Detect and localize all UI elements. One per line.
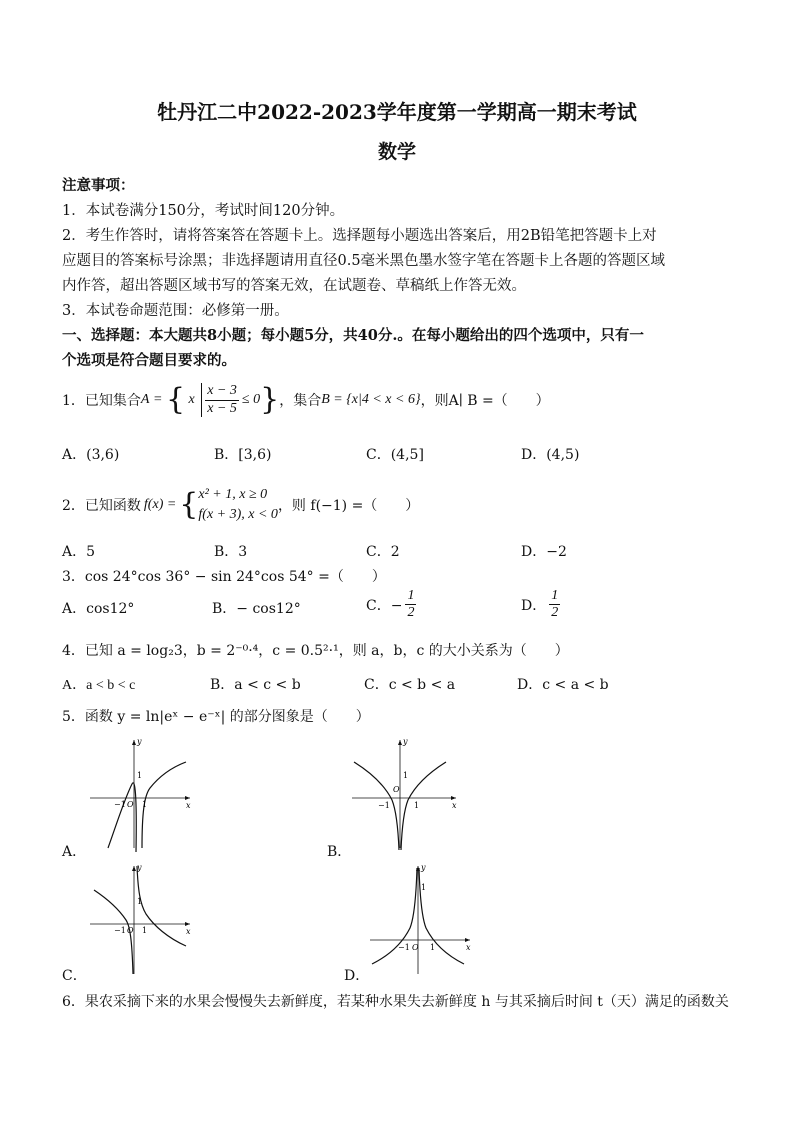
q5-option-a[interactable]: A． (62, 844, 87, 860)
svg-text:O: O (412, 943, 419, 952)
question-4-stem: 4．已知 a = log₂3，b = 2⁻⁰·⁴，c = 0.5²·¹，则 a，b，c 的大小关系为（ ） (62, 643, 569, 659)
q1-suffix: ，则A∣ B =（ ） (420, 393, 550, 409)
q1-set-a-var: A (140, 392, 150, 407)
svg-text:1: 1 (414, 801, 420, 810)
q3-option-d[interactable]: D． $\frac{1}{2}$ (521, 588, 559, 621)
q1-mid: ，集合 (279, 393, 322, 409)
q5-option-d[interactable]: D． (344, 968, 370, 984)
svg-text:x: x (466, 943, 471, 952)
section-heading-line-1: 一、选择题：本大题共8小题；每小题5分，共40分.。在每小题给出的四个选项中，只有一 (62, 327, 644, 344)
q3-option-b[interactable]: B．− cos12° (212, 601, 301, 617)
q4-option-d[interactable]: D．c < a < b (517, 677, 609, 693)
q1-fraction: $\frac{x - 3}{x - 5}$ (207, 383, 237, 416)
q1-prefix: 1．已知集合 (62, 393, 141, 409)
svg-text:−1: −1 (378, 801, 390, 810)
question-2-stem: 2．已知函数 f(x) = { x² + 1, x ≥ 0 f(x + 3), x < 0 ，则 f(−1) =（ ） (62, 482, 419, 528)
svg-text:x: x (452, 801, 457, 810)
note-line-4: 内作答，超出答题区域书写的答案无效，在试题卷、草稿纸上作答无效。 (62, 278, 526, 294)
q2-option-c[interactable]: C．2 (366, 544, 400, 560)
svg-text:x: x (186, 927, 191, 936)
q2-suffix: ，则 f(−1) =（ ） (277, 498, 420, 514)
q2-option-b[interactable]: B．3 (214, 544, 248, 560)
q3-option-c[interactable]: C．− $\frac{1}{2}$ (366, 588, 415, 621)
svg-text:−1: −1 (398, 943, 410, 952)
question-3-stem: 3．cos 24°cos 36° − sin 24°cos 54° =（ ） (62, 569, 386, 585)
q2-option-d[interactable]: D．−2 (521, 544, 567, 560)
q1-set-a-tail: ≤ 0 (241, 392, 261, 407)
q4-option-c[interactable]: C．c < b < a (364, 677, 456, 693)
svg-text:y: y (403, 737, 408, 746)
svg-text:O: O (127, 800, 134, 809)
svg-text:1: 1 (137, 771, 143, 780)
q2-func: f(x) = (143, 497, 177, 512)
svg-text:y: y (137, 863, 142, 872)
svg-text:O: O (393, 785, 400, 794)
note-line-2: 2．考生作答时，请将答案答在答题卡上。选择题每小题选出答案后，用2B铅笔把答题卡上对 (62, 228, 657, 244)
section-heading-line-2: 个选项是符合题目要求的。 (62, 352, 236, 369)
note-line-3: 应题目的答案标号涂黑；非选择题请用直径0.5毫米黑色墨水签字笔在答题卡上各题的答题区域 (62, 253, 666, 269)
svg-text:1: 1 (137, 897, 143, 906)
question-1-stem: 1．已知集合 A = { x $\frac{x - 3}{x - 5}$ ≤ 0 } ，集合 B = {x|4 < x < 6} ，则A∣ B =（ ） (62, 382, 550, 417)
notes-heading: 注意事项： (62, 177, 135, 194)
q1-option-b[interactable]: B．[3,6) (214, 447, 272, 463)
q2-case-2: f(x + 3), x < 0 (198, 507, 278, 522)
q4-option-b[interactable]: B．a < c < b (210, 677, 301, 693)
q3-option-a[interactable]: A．cos12° (62, 601, 135, 617)
svg-text:−1: −1 (114, 800, 126, 809)
q2-case-1: x² + 1, x ≥ 0 (198, 486, 268, 502)
axis-x-label: x (186, 801, 191, 810)
axis-y-label: y (137, 737, 142, 746)
q1-option-a[interactable]: A．(3,6) (62, 447, 120, 463)
svg-text:1: 1 (430, 943, 436, 952)
svg-text:O: O (127, 926, 134, 935)
q2-prefix: 2．已知函数 (62, 498, 141, 514)
q5-option-c[interactable]: C． (62, 968, 87, 984)
q2-option-a[interactable]: A．5 (62, 544, 96, 560)
svg-text:y: y (421, 863, 426, 872)
svg-text:1: 1 (403, 771, 409, 780)
q1-option-c[interactable]: C．(4,5] (366, 447, 424, 463)
q5-option-b[interactable]: B． (327, 844, 352, 860)
svg-text:−1: −1 (114, 926, 126, 935)
exam-title: 牡丹江二中2022-2023学年度第一学期高一期末考试 (157, 100, 637, 124)
q5-graph-c (86, 860, 196, 978)
q5-graph-a (86, 734, 196, 852)
svg-text:1: 1 (142, 800, 148, 809)
question-5-stem: 5．函数 y = ln|eˣ − e⁻ˣ| 的部分图象是（ ） (62, 709, 370, 725)
question-6-stem: 6．果农采摘下来的水果会慢慢失去新鲜度，若某种水果失去新鲜度 h 与其采摘后时间 t（天）满足的函数关 (62, 994, 729, 1010)
subject-title: 数学 (377, 141, 416, 163)
note-line-5: 3．本试卷命题范围：必修第一册。 (62, 303, 289, 319)
q1-set-b: B = {x|4 < x < 6} (321, 392, 421, 407)
note-line-1: 1．本试卷满分150分，考试时间120分钟。 (62, 203, 345, 219)
q5-graph-b (348, 734, 460, 852)
svg-text:1: 1 (142, 926, 148, 935)
q4-option-a[interactable]: A．a < b < c (62, 678, 136, 693)
q1-option-d[interactable]: D．(4,5) (521, 447, 580, 463)
q5-graph-d (366, 860, 476, 978)
svg-text:1: 1 (421, 883, 427, 892)
